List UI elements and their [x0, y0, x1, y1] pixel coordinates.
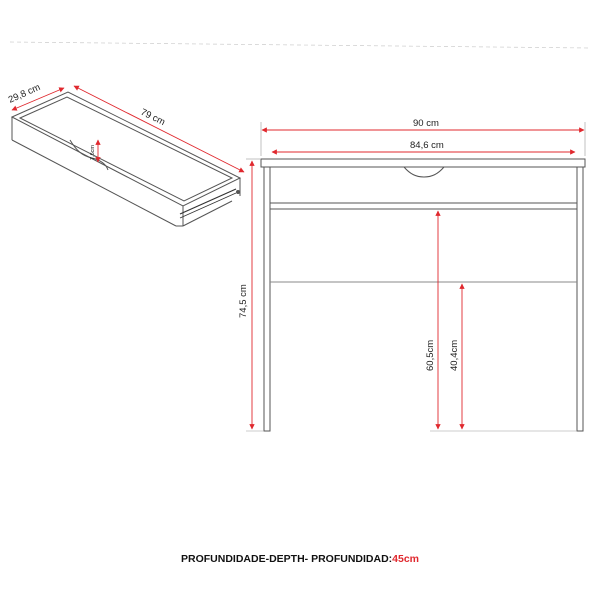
- desk-height-label: 74,5 cm: [238, 284, 249, 318]
- desk-knee-clearance-label: 60,5cm: [425, 339, 436, 371]
- desk-width-label: 90 cm: [413, 118, 439, 129]
- desk-inner-width-label: 84,6 cm: [410, 140, 444, 151]
- drawer-handle-notch: [70, 140, 108, 170]
- depth-caption-text: PROFUNDIDADE-DEPTH- PROFUNDIDAD:: [180, 553, 393, 565]
- depth-caption: [0, 553, 600, 565]
- drawer-length-dimension-line: [74, 86, 244, 172]
- drawer-rim-outer: [12, 92, 240, 206]
- desk-top: [261, 159, 585, 167]
- top-separator-line: [10, 42, 590, 48]
- desk-left-leg: [264, 167, 270, 431]
- drawer-runner: [180, 189, 236, 214]
- desk-illustration: [261, 159, 585, 431]
- desk-drawer-front: [270, 167, 577, 203]
- drawer-width-label: 29,8 cm: [6, 81, 43, 106]
- desk-drawer-handle: [404, 167, 444, 177]
- desk-right-leg: [577, 167, 583, 431]
- desk-lower-clearance-label: 40,4cm: [449, 339, 460, 371]
- drawer-depth-label: 7,6cm: [90, 145, 96, 160]
- drawer-dimensions: [12, 86, 244, 172]
- depth-caption-value: 45cm: [392, 553, 420, 565]
- desk-shelf: [270, 203, 577, 209]
- desk-dimensions: [246, 122, 585, 431]
- drawer-length-label: 79 cm: [138, 106, 167, 129]
